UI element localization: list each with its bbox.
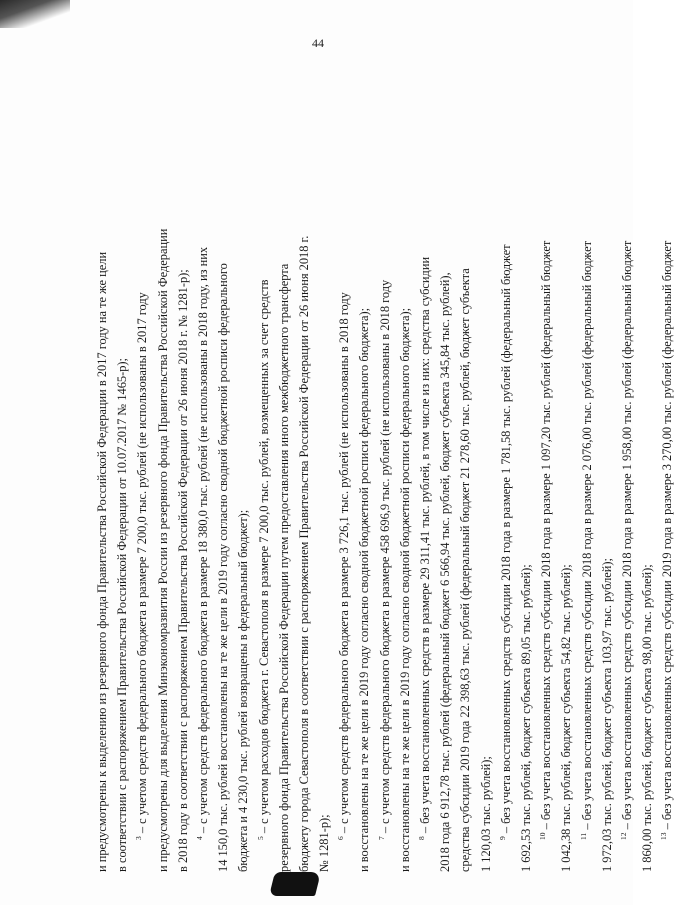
line-text: и предусмотрены к выделению из резервного фонда Правительства Российской Федерации в 2017 году на те же цели	[95, 251, 109, 872]
footnote-line	[536, 72, 556, 872]
footnote-line	[577, 72, 597, 872]
line-text: 1 860,00 тыс. рублей, бюджет субъекта 98,00 тыс. рублей);	[640, 564, 655, 872]
rotated-text-region	[92, 72, 675, 872]
footnote-line	[617, 72, 637, 872]
text-line	[476, 72, 496, 872]
line-text: в соответствии с распоряжением Правительства Российской Федерации от 10.07.2017 № 1465-р);	[115, 357, 130, 872]
line-text: и восстановлены на те же цели в 2019 году согласно сводной бюджетной росписи федерального бюджета);	[357, 307, 372, 872]
text-line	[112, 72, 132, 872]
line-text: – без учета восстановленных средств субсидии 2018 года в размере 1 781,58 тыс. рублей (федеральный бюджет	[498, 244, 513, 837]
line-text: 14 150,0 тыс. рублей восстановлены на те же цели в 2019 году согласно сводной бюджетной росписи федерального	[216, 263, 231, 872]
footnote-line	[254, 72, 274, 872]
text-line	[92, 72, 112, 872]
line-text: – без учета восстановленных средств субсидии 2018 года в размере 2 076,00 тыс. рублей (федеральный бюджет	[579, 241, 594, 833]
text-line	[274, 72, 294, 872]
text-line	[213, 72, 233, 872]
line-text: – с учетом средств федерального бюджета в размере 458 696,9 тыс. рублей (не использованы в 2018 году	[377, 279, 392, 837]
text-line	[637, 72, 657, 872]
text-line	[314, 72, 334, 872]
line-text: 1 042,38 тыс. рублей, бюджет субъекта 54,82 тыс. рублей);	[559, 564, 574, 872]
footnote-line	[193, 72, 213, 872]
line-text: – с учетом средств федерального бюджета в размере 18 380,0 тыс. рублей (не использованы в 2018 году, из них	[195, 246, 210, 837]
footnote-mark: 11	[578, 832, 588, 840]
footnote-mark: 5	[255, 836, 265, 840]
footnote-mark: 12	[618, 832, 628, 840]
line-text: – с учетом средств федерального бюджета в размере 3 726,1 тыс. рублей (не использованы в 2018 году	[337, 292, 352, 837]
footnotes-text	[92, 72, 677, 872]
line-text: – без учета восстановленных средств субсидии 2019 года в размере 3 270,00 тыс. рублей (федеральный бюджет	[660, 240, 675, 833]
footnote-mark: 3	[134, 836, 144, 840]
line-text: и предусмотрены для выделения Минэкономразвития России из резервного фонда Правительства Российской Федерации	[155, 228, 170, 872]
text-line	[556, 72, 576, 872]
line-text: – без учета восстановленных средств субсидии 2018 года в размере 1 097,20 тыс. рублей (федеральный бюджет	[539, 240, 554, 833]
text-line	[597, 72, 617, 872]
text-line	[395, 72, 415, 872]
footnote-mark: 10	[538, 832, 547, 840]
line-text: № 1281-р);	[317, 814, 332, 872]
text-line	[516, 72, 536, 872]
line-text: в 2018 году в соответствии с распоряжением Правительства Российской Федерации от 26 июня 2018 г. № 1281-р);	[175, 269, 190, 872]
footnote-line	[657, 72, 677, 872]
text-line	[294, 72, 314, 872]
line-text: бюджета и 4 230,0 тыс. рублей возвращены в федеральный бюджет);	[236, 509, 251, 872]
text-line	[173, 72, 193, 872]
footnote-mark: 6	[336, 836, 346, 840]
scan-corner-shadow	[0, 0, 70, 28]
footnote-mark: 9	[497, 836, 507, 840]
page-number: 44	[312, 36, 324, 50]
line-text: средства субсидии 2019 года 22 398,63 тыс. рублей (федеральный бюджет 21 278,60 тыс. рублей, бюджет субъекта	[458, 268, 473, 872]
text-line	[354, 72, 374, 872]
line-text: резервного фонда Правительства Российской Федерации путем предоставления иного межбюджетного трансферта	[276, 263, 291, 872]
line-text: 2018 года 6 912,78 тыс. рублей (федеральный бюджет 6 566,94 тыс. рублей, бюджет субъекта 345,84 тыс. рублей),	[438, 272, 453, 872]
text-line	[435, 72, 455, 872]
footnote-mark: 13	[659, 832, 669, 840]
footnote-line	[334, 72, 354, 872]
line-text: – без учета восстановленных средств в размере 29 311,41 тыс. рублей, в том числе из них: средства субсидии	[418, 256, 432, 837]
line-text: 1 692,53 тыс. рублей, бюджет субъекта 89,05 тыс. рублей);	[518, 564, 533, 872]
line-text: и восстановлены на те же цели в 2019 году согласно сводной бюджетной росписи федерального бюджета);	[397, 307, 412, 872]
footnote-mark: 7	[376, 836, 386, 840]
line-text: 1 972,03 тыс. рублей, бюджет субъекта 103,97 тыс. рублей);	[599, 558, 614, 872]
footnote-mark: 8	[416, 836, 426, 840]
line-text: – с учетом расходов бюджета г. Севастополя в размере 7 200,0 тыс. рублей, возмещенных за счет средств	[256, 279, 271, 837]
line-text: бюджету города Севастополя в соответствии с распоряжением Правительства Российской Федерации от 26 июня 2018 г.	[296, 235, 311, 872]
text-line	[455, 72, 475, 872]
line-text: – с учетом средств федерального бюджета в размере 7 200,0 тыс. рублей (не использованы в 2017 году	[135, 292, 150, 837]
text-line	[233, 72, 253, 872]
footnote-line	[415, 72, 435, 872]
footnote-line	[375, 72, 395, 872]
line-text: 1 120,03 тыс. рублей);	[478, 756, 493, 872]
footnote-mark: 4	[194, 836, 204, 840]
footnote-line	[132, 72, 152, 872]
line-text: – без учета восстановленных средств субсидии 2018 года в размере 1 958,00 тыс. рублей (федеральный бюджет	[619, 240, 634, 833]
footnote-line	[496, 72, 516, 872]
text-line	[153, 72, 173, 872]
handwritten-mark	[269, 872, 321, 896]
